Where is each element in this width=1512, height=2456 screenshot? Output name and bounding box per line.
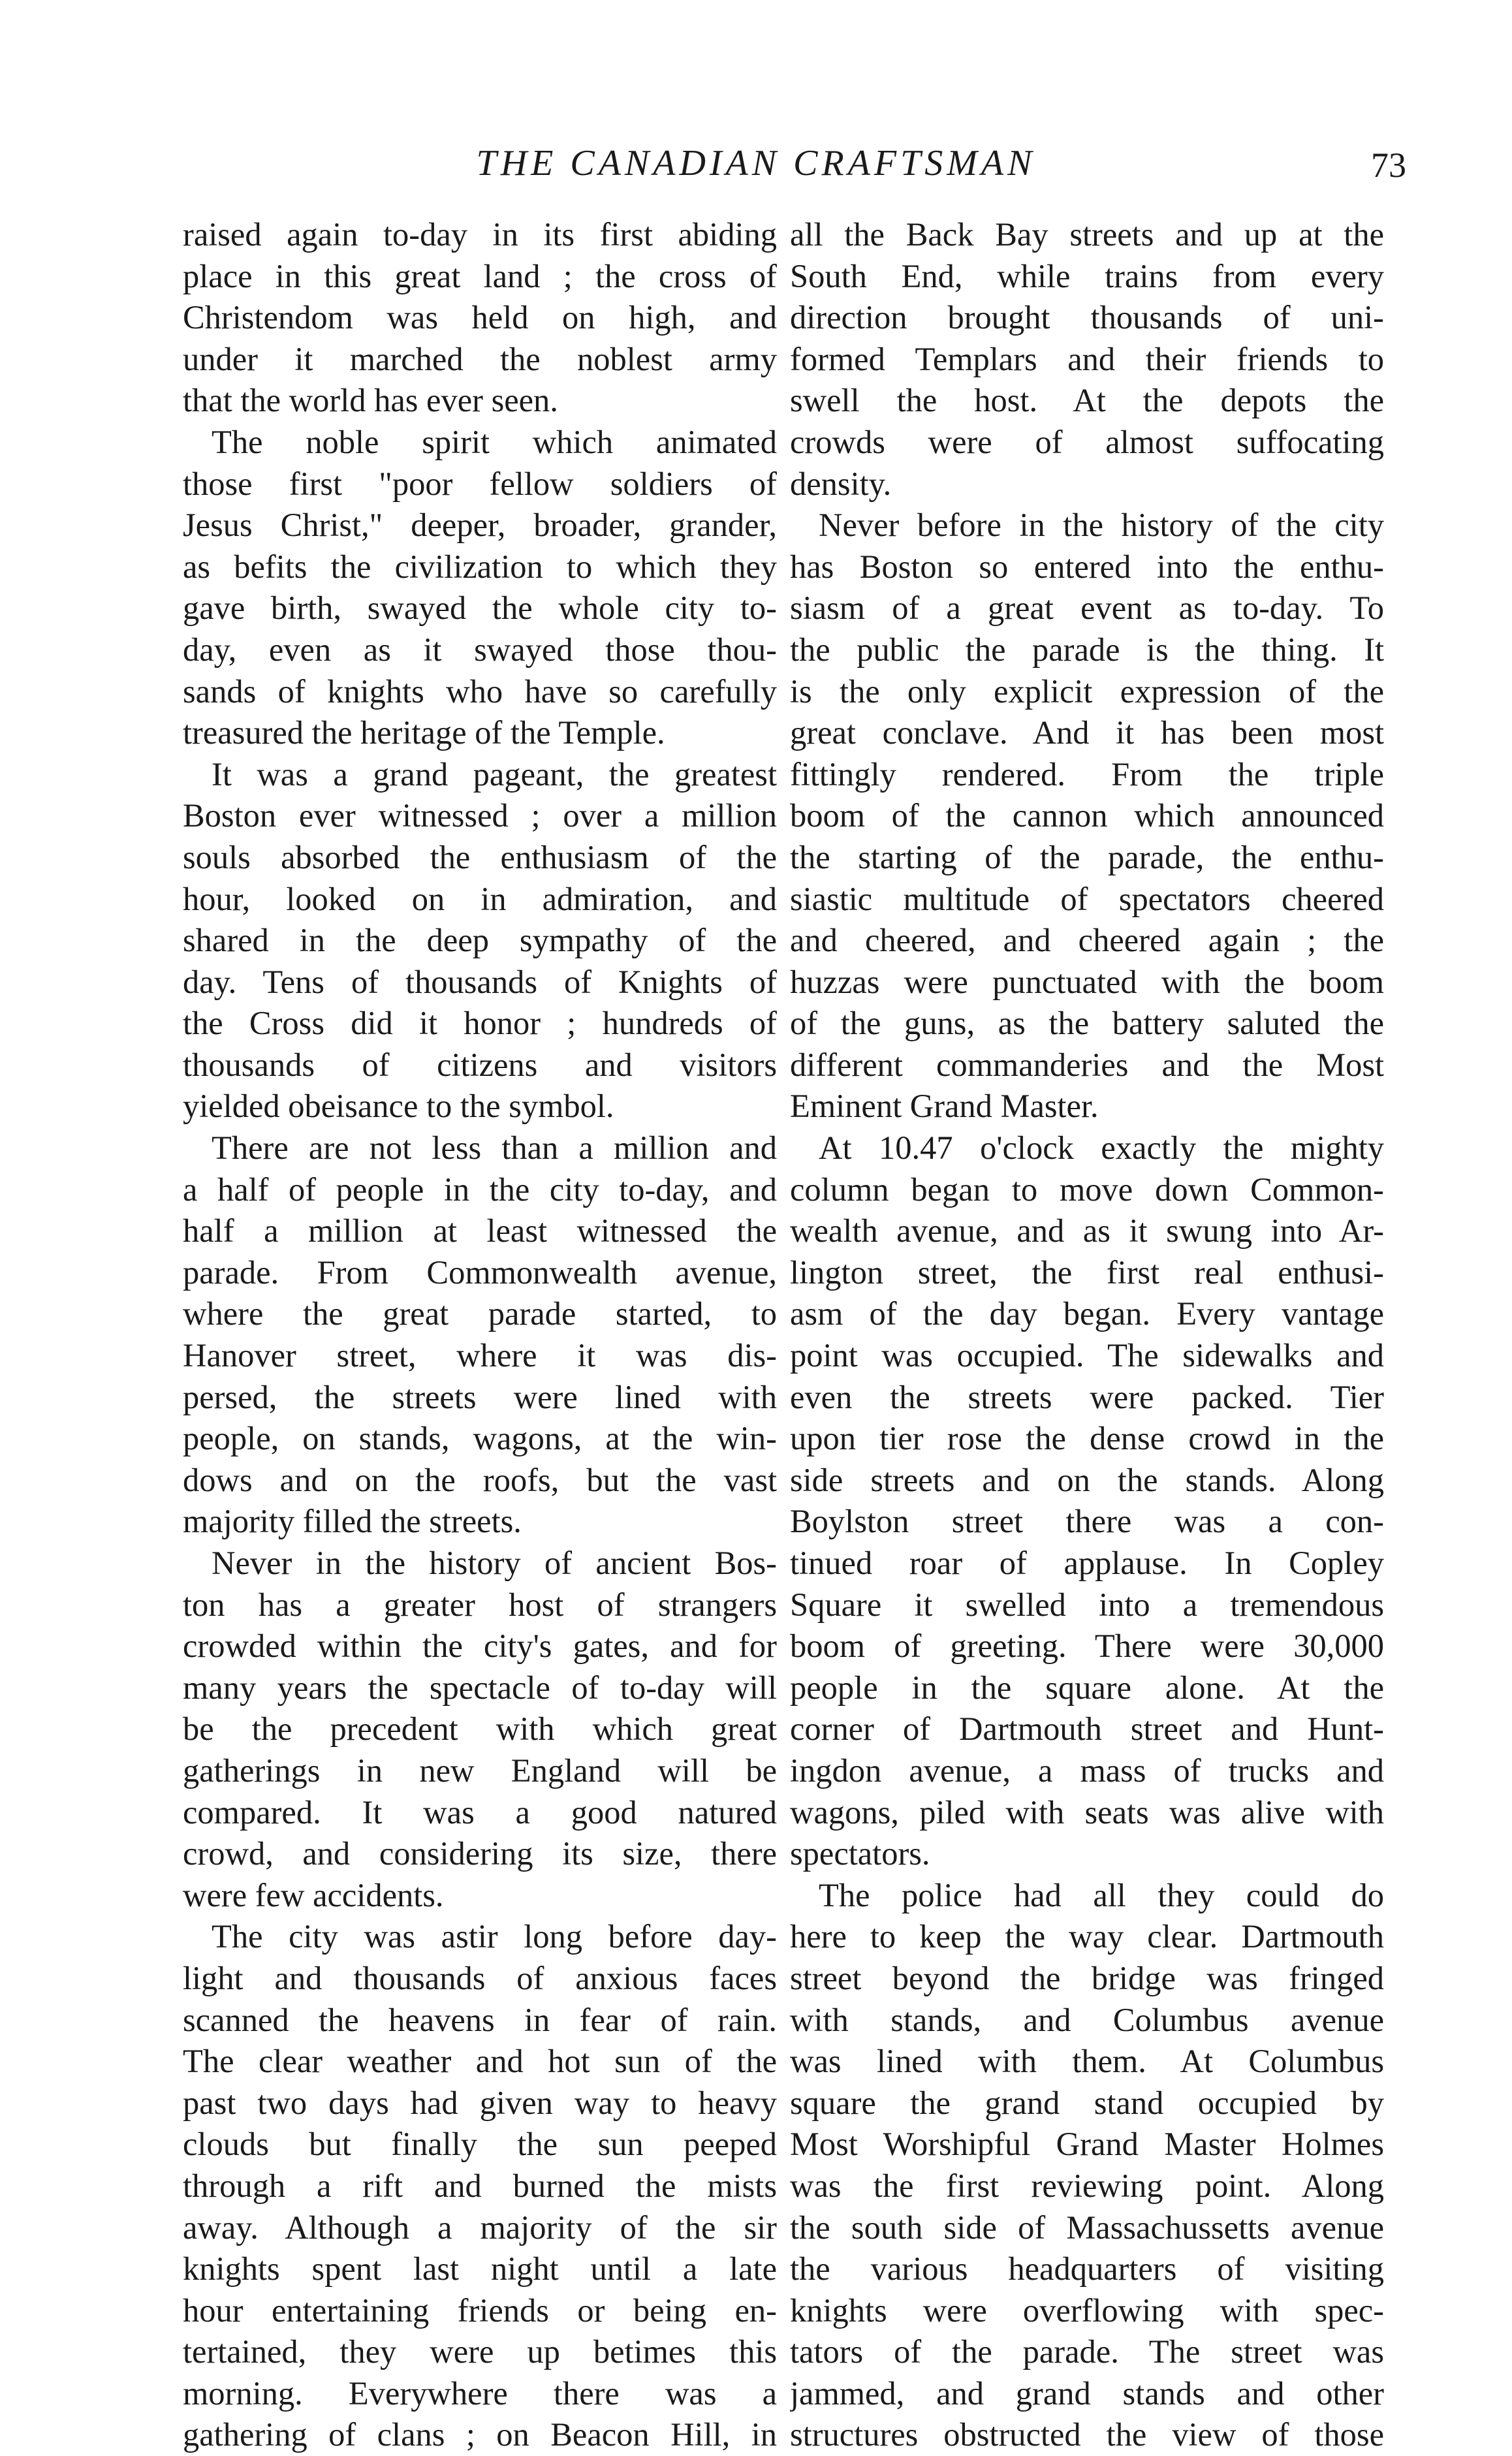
left-column-line: gave birth, swayed the whole city to- [183, 590, 777, 627]
right-column-line: was lined with them. At Columbus [790, 2043, 1384, 2080]
left-column-line: people, on stands, wagons, at the win- [183, 1420, 777, 1457]
right-column-line: and cheered, and cheered again ; the [790, 922, 1384, 959]
left-column-line: hour, looked on in admiration, and [183, 880, 777, 917]
left-column-line: Christendom was held on high, and [183, 299, 777, 336]
left-column-line: away. Although a majority of the sir [183, 2209, 777, 2246]
right-column-line: great conclave. And it has been most [790, 714, 1384, 751]
left-column-line: thousands of citizens and visitors [183, 1046, 777, 1083]
left-column-line: sands of knights who have so carefully [183, 672, 777, 710]
right-column-line: boom of greeting. There were 30,000 [790, 1628, 1384, 1665]
right-column-line: upon tier rose the dense crowd in the [790, 1420, 1384, 1457]
right-column-line: South End, while trains from every [790, 257, 1384, 294]
left-column-line: treasured the heritage of the Temple. [183, 714, 665, 751]
right-column-line: all the Back Bay streets and up at the [790, 216, 1384, 253]
left-column-line: where the great parade started, to [183, 1295, 777, 1332]
right-column-line: street beyond the bridge was fringed [790, 1959, 1384, 1996]
left-column-line: that the world has ever seen. [183, 382, 558, 419]
left-column-line: through a rift and burned the mists [183, 2167, 777, 2204]
right-column-line: point was occupied. The sidewalks and [790, 1337, 1384, 1374]
right-column-line: was the first reviewing point. Along [790, 2167, 1384, 2204]
right-column-line: the starting of the parade, the enthu- [790, 838, 1384, 875]
left-column-line: the Cross did it honor ; hundreds of [183, 1005, 777, 1042]
right-column-line: siastic multitude of spectators cheered [790, 880, 1384, 917]
left-column-line: morning. Everywhere there was a [183, 2374, 777, 2412]
left-column-line: scanned the heavens in fear of rain. [183, 2001, 777, 2038]
right-column-line: different commanderies and the Most [790, 1046, 1384, 1083]
right-column-line: knights were overflowing with spec- [790, 2291, 1384, 2329]
right-column-line: tinued roar of applause. In Copley [790, 1545, 1384, 1581]
left-column-line: crowd, and considering its size, there [183, 1835, 777, 1872]
right-column-line: spectators. [790, 1835, 930, 1872]
page-number: 73 [1371, 146, 1406, 185]
left-column-line: be the precedent with which great [183, 1710, 777, 1748]
left-column-line: were few accidents. [183, 1876, 444, 1913]
right-column-line: is the only explicit expression of the [790, 672, 1384, 710]
left-column-line: gathering of clans ; on Beacon Hill, in [183, 2416, 777, 2453]
left-column-line: knights spent last night until a late [183, 2250, 777, 2288]
right-column-line: fittingly rendered. From the triple [790, 755, 1384, 793]
right-column-line: boom of the cannon which announced [790, 797, 1384, 834]
right-column-line: The police had all they could do [819, 1876, 1384, 1913]
left-column-line: Jesus Christ," deeper, broader, grander, [183, 507, 777, 544]
right-column-line: even the streets were packed. Tier [790, 1378, 1384, 1415]
right-column-line: lington street, the first real enthusi- [790, 1253, 1384, 1291]
left-column-line: Boston ever witnessed ; over a million [183, 797, 777, 834]
left-column [183, 214, 777, 2456]
right-column-line: has Boston so entered into the enthu- [790, 548, 1384, 585]
right-column-line: side streets and on the stands. Along [790, 1461, 1384, 1498]
left-column-line: souls absorbed the enthusiasm of the [183, 838, 777, 875]
right-column-line: density. [790, 465, 892, 502]
left-column-line: clouds but finally the sun peeped [183, 2126, 777, 2163]
right-column-line: At 10.47 o'clock exactly the mighty [819, 1129, 1384, 1167]
left-column-line: hour entertaining friends or being en- [183, 2291, 777, 2329]
right-column-line: corner of Dartmouth street and Hunt- [790, 1710, 1384, 1748]
right-column-line: square the grand stand occupied by [790, 2084, 1384, 2121]
left-column-line: crowded within the city's gates, and for [183, 1628, 777, 1665]
left-column-line: as befits the civilization to which they [183, 548, 777, 585]
right-column-line: direction brought thousands of uni- [790, 299, 1384, 336]
left-column-line: half a million at least witnessed the [183, 1212, 777, 1250]
left-column-line: There are not less than a million and [212, 1129, 777, 1167]
right-column-line: swell the host. At the depots the [790, 382, 1384, 419]
left-column-line: past two days had given way to heavy [183, 2084, 777, 2121]
left-column-line: tertained, they were up betimes this [183, 2333, 777, 2370]
left-column-line: It was a grand pageant, the greatest [212, 755, 777, 793]
right-column-line: the various headquarters of visiting [790, 2250, 1384, 2288]
right-column-line: structures obstructed the view of those [790, 2416, 1384, 2453]
right-column-line: crowds were of almost suffocating [790, 423, 1384, 460]
left-column-line: compared. It was a good natured [183, 1793, 777, 1831]
right-column [790, 214, 1384, 2456]
left-column-line: place in this great land ; the cross of [183, 257, 777, 294]
right-column-line: Never before in the history of the city [819, 507, 1384, 544]
right-column-line: here to keep the way clear. Dartmouth [790, 1918, 1384, 1955]
left-column-line: many years the spectacle of to-day will [183, 1669, 777, 1706]
right-column-line: huzzas were punctuated with the boom [790, 963, 1384, 1000]
left-column-line: The city was astir long before day- [212, 1918, 777, 1955]
right-column-line: people in the square alone. At the [790, 1669, 1384, 1706]
right-column-line: the public the parade is the thing. It [790, 631, 1384, 668]
right-column-line: wealth avenue, and as it swung into Ar- [790, 1212, 1384, 1250]
right-column-line: Square it swelled into a tremendous [790, 1586, 1384, 1623]
right-column-line: Most Worshipful Grand Master Holmes [790, 2126, 1384, 2163]
left-column-line: The clear weather and hot sun of the [183, 2043, 777, 2080]
left-column-line: under it marched the noblest army [183, 340, 777, 377]
left-column-line: gatherings in new England will be [183, 1752, 777, 1789]
left-column-line: shared in the deep sympathy of the [183, 922, 777, 959]
right-column-line: Boylston street there was a con- [790, 1503, 1384, 1540]
right-column-line: of the guns, as the battery saluted the [790, 1005, 1384, 1042]
right-column-line: with stands, and Columbus avenue [790, 2001, 1384, 2038]
left-column-line: a half of people in the city to-day, and [183, 1171, 777, 1208]
right-column-line: ingdon avenue, a mass of trucks and [790, 1752, 1384, 1789]
left-column-line: day, even as it swayed those thou- [183, 631, 777, 668]
right-column-line: jammed, and grand stands and other [790, 2374, 1384, 2412]
right-column-line: asm of the day began. Every vantage [790, 1295, 1384, 1332]
right-column-line: wagons, piled with seats was alive with [790, 1793, 1384, 1831]
right-column-line: formed Templars and their friends to [790, 340, 1384, 377]
left-column-line: majority filled the streets. [183, 1503, 522, 1540]
right-column-line: tators of the parade. The street was [790, 2333, 1384, 2370]
left-column-line: raised again to-day in its first abiding [183, 216, 777, 253]
right-column-line: column began to move down Common- [790, 1171, 1384, 1208]
left-column-line: those first "poor fellow soldiers of [183, 465, 777, 502]
left-column-line: dows and on the roofs, but the vast [183, 1461, 777, 1498]
left-column-line: Never in the history of ancient Bos- [212, 1545, 777, 1581]
left-column-line: ton has a greater host of strangers [183, 1586, 777, 1623]
right-column-line: siasm of a great event as to-day. To [790, 590, 1384, 627]
running-header: THE CANADIAN CRAFTSMAN [476, 143, 1036, 183]
left-column-line: light and thousands of anxious faces [183, 1959, 777, 1996]
left-column-line: Hanover street, where it was dis- [183, 1337, 777, 1374]
left-column-line: persed, the streets were lined with [183, 1378, 777, 1415]
left-column-line: parade. From Commonwealth avenue, [183, 1253, 777, 1291]
left-column-line: The noble spirit which animated [212, 423, 777, 460]
right-column-line: Eminent Grand Master. [790, 1088, 1099, 1125]
left-column-line: day. Tens of thousands of Knights of [183, 963, 777, 1000]
right-column-line: the south side of Massachussetts avenue [790, 2209, 1384, 2246]
left-column-line: yielded obeisance to the symbol. [183, 1088, 614, 1125]
